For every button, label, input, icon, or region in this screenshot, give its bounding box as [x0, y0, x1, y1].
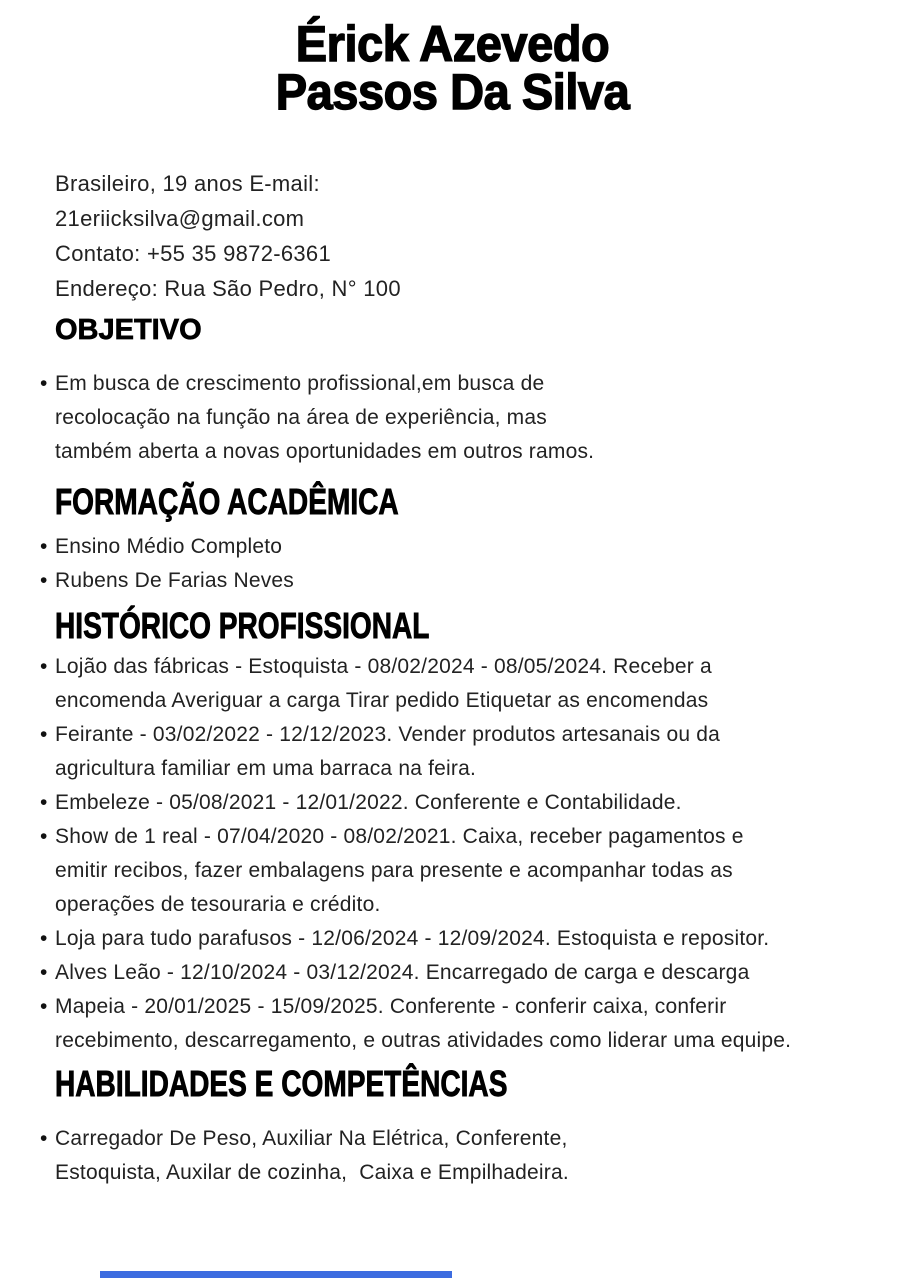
job-text-line: Lojão das fábricas - Estoquista - 08/02/2024 - 08/05/2024. Receber a [55, 655, 712, 678]
contact-street-address: Endereço: Rua São Pedro, N° 100 [55, 276, 401, 301]
habilidades-list [40, 1122, 905, 1190]
job-text-line: Alves Leão - 12/10/2024 - 03/12/2024. Encarregado de carga e descarga [55, 961, 750, 984]
bullet-icon: • [40, 961, 48, 984]
title-line-1: Érick Azevedo [295, 16, 610, 72]
job-text-line: emitir recibos, fazer embalagens para presente e acompanhar todas as [55, 859, 733, 882]
bottom-accent-bar [100, 1271, 452, 1278]
contact-nationality-email: Brasileiro, 19 anos E-mail: [55, 171, 320, 196]
bullet-icon: • [40, 1127, 48, 1150]
contact-phone: Contato: +55 35 9872-6361 [55, 241, 332, 266]
bullet-icon: • [40, 927, 48, 950]
job-text-line: Embeleze - 05/08/2021 - 12/01/2022. Conferente e Contabilidade. [55, 791, 682, 814]
job-text-line: Loja para tudo parafusos - 12/06/2024 - 12/09/2024. Estoquista e repositor. [55, 927, 770, 950]
contact-email-address: 21eriicksilva@gmail.com [55, 206, 305, 231]
job-entry [40, 718, 905, 786]
skills-text-line: Carregador De Peso, Auxiliar Na Elétrica, Conferente, [55, 1127, 568, 1150]
job-entry [40, 956, 905, 990]
bullet-icon: • [40, 825, 48, 848]
job-entry [40, 650, 905, 718]
formacao-text-line: Ensino Médio Completo [55, 535, 283, 558]
job-entry [40, 820, 905, 922]
job-entry [40, 990, 905, 1058]
skills-text-line: Estoquista, Auxilar de cozinha, Caixa e Empilhadeira. [55, 1161, 569, 1184]
section-heading-historico [55, 606, 905, 646]
page-title [27, 0, 878, 120]
job-text-line: encomenda Averiguar a carga Tirar pedido Etiquetar as encomendas [55, 689, 709, 712]
list-item [40, 1122, 905, 1190]
list-item [40, 367, 905, 469]
job-entry [40, 786, 905, 820]
bullet-icon: • [40, 995, 48, 1018]
section-heading-habilidades [55, 1064, 905, 1104]
bullet-icon: • [40, 372, 48, 395]
objetivo-list [40, 367, 905, 469]
job-text-line: Mapeia - 20/01/2025 - 15/09/2025. Conferente - conferir caixa, conferir [55, 995, 727, 1018]
list-item [40, 564, 905, 598]
bullet-icon: • [40, 791, 48, 814]
job-text-line: Feirante - 03/02/2022 - 12/12/2023. Vender produtos artesanais ou da [55, 723, 721, 746]
bullet-icon: • [40, 535, 48, 558]
job-text-line: operações de tesouraria e crédito. [55, 893, 381, 916]
job-entry [40, 922, 905, 956]
formacao-list [40, 530, 905, 598]
heading-text: HISTÓRICO PROFISSIONAL [55, 605, 430, 646]
list-item [40, 530, 905, 564]
section-heading-formacao [55, 482, 905, 522]
job-text-line: recebimento, descarregamento, e outras atividades como liderar uma equipe. [55, 1029, 792, 1052]
title-line-2: Passos Da Silva [275, 64, 630, 120]
heading-text: FORMAÇÃO ACADÊMICA [55, 481, 399, 522]
objetivo-text-line: também aberta a novas oportunidades em outros ramos. [55, 440, 595, 463]
bullet-icon: • [40, 655, 48, 678]
objetivo-text-line: Em busca de crescimento profissional,em busca de [55, 372, 545, 395]
contact-block [55, 166, 905, 306]
objetivo-text-line: recolocação na função na área de experiência, mas [55, 406, 547, 429]
formacao-text-line: Rubens De Farias Neves [55, 569, 294, 592]
bullet-icon: • [40, 569, 48, 592]
job-text-line: Show de 1 real - 07/04/2020 - 08/02/2021. Caixa, receber pagamentos e [55, 825, 744, 848]
section-heading-objetivo: OBJETIVO [55, 314, 202, 346]
bullet-icon: • [40, 723, 48, 746]
job-text-line: agricultura familiar em uma barraca na feira. [55, 757, 477, 780]
heading-text: HABILIDADES E COMPETÊNCIAS [55, 1063, 508, 1104]
historico-list [40, 650, 905, 1058]
